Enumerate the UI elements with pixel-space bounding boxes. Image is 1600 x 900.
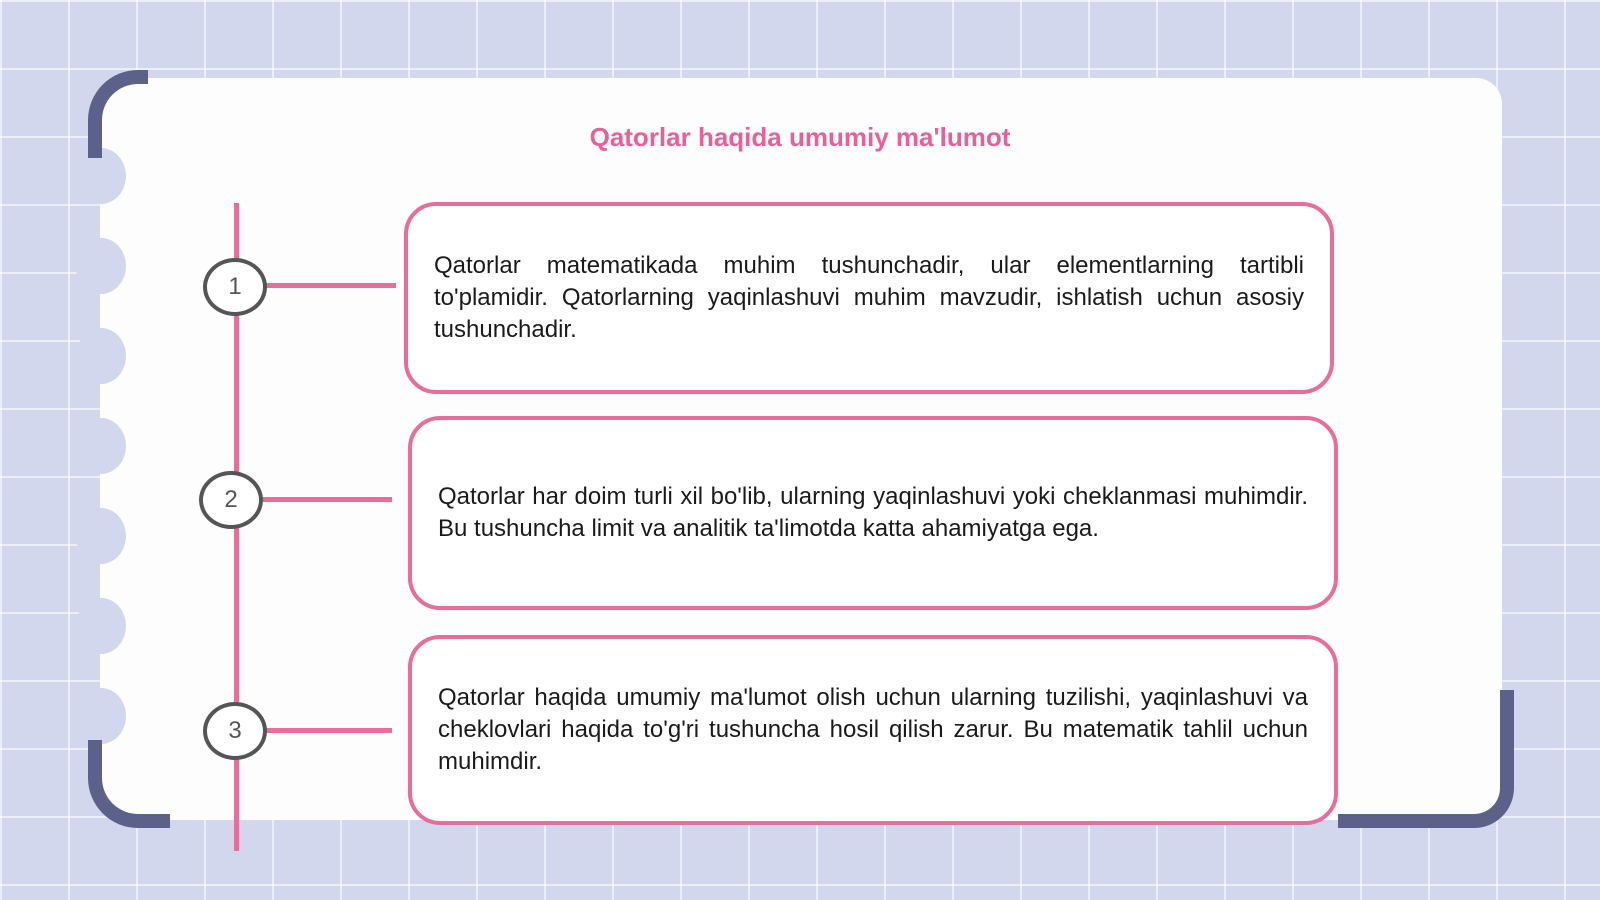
info-box bbox=[408, 416, 1338, 610]
paper-notch bbox=[76, 328, 126, 384]
step-number-circle: 3 bbox=[203, 702, 267, 760]
paper-notch bbox=[76, 688, 126, 744]
slide-title: Qatorlar haqida umumiy ma'lumot bbox=[589, 122, 1011, 152]
info-box bbox=[408, 635, 1338, 825]
paper-notch bbox=[76, 238, 126, 294]
paper-notch bbox=[76, 598, 126, 654]
timeline-connector bbox=[264, 283, 396, 288]
info-box-text: Qatorlar matematikada muhim tushunchadir, ular elementlarning tartibli to'plamidir. Qatorlarning yaqinlashuvi muhim mavzudir, ishlatish uchun asosiy tushunchadir. bbox=[434, 252, 1304, 343]
step-number-circle: 1 bbox=[203, 258, 267, 316]
info-box bbox=[404, 202, 1334, 394]
timeline-connector bbox=[260, 497, 392, 502]
corner-bracket-bottom-left bbox=[88, 740, 170, 828]
paper-notch bbox=[76, 418, 126, 474]
timeline-connector bbox=[264, 728, 392, 733]
corner-bracket-bottom-right bbox=[1338, 690, 1514, 828]
corner-bracket-top-left bbox=[88, 70, 148, 158]
paper-notch bbox=[76, 508, 126, 564]
info-box-text: Qatorlar har doim turli xil bo'lib, ularning yaqinlashuvi yoki cheklanmasi muhimdir. Bu tushuncha limit va analitik ta'limotda katta ahamiyatga ega. bbox=[438, 483, 1308, 542]
info-box-text: Qatorlar haqida umumiy ma'lumot olish uchun ularning tuzilishi, yaqinlashuvi va cheklovlari haqida to'g'ri tushuncha hosil qilish zarur. Bu matematik tahlil uchun muhimdir. bbox=[438, 684, 1308, 775]
step-number-circle: 2 bbox=[199, 471, 263, 529]
